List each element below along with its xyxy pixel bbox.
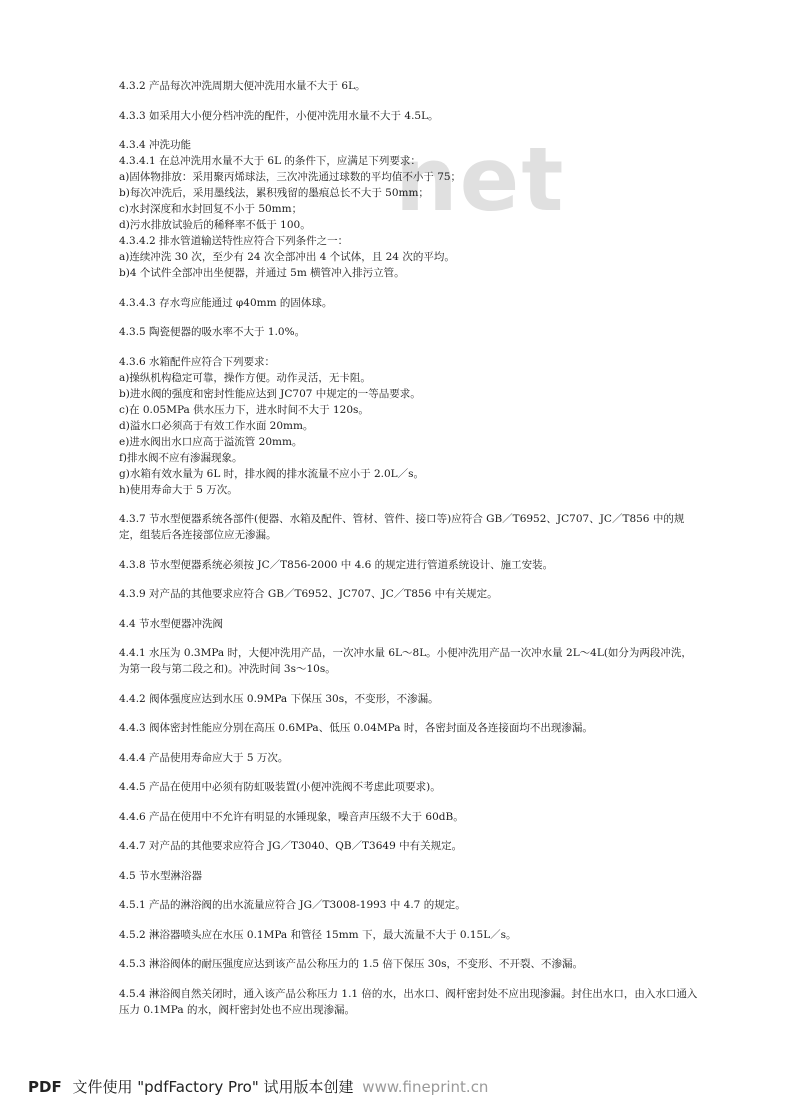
paragraph-gap	[119, 602, 699, 616]
watermark: net	[395, 128, 566, 231]
paragraph	[119, 324, 699, 340]
paragraph-line: h)使用寿命大于 5 万次。	[119, 483, 238, 496]
paragraph	[119, 645, 699, 677]
paragraph	[119, 295, 699, 311]
paragraph	[119, 927, 699, 943]
paragraph-text: 4.4.4 产品使用寿命应大于 5 万次。	[119, 751, 289, 764]
paragraph-line: e)进水阀出水口应高于溢流管 20mm。	[119, 435, 303, 448]
paragraph-text: 4.5.1 产品的淋浴阀的出水流量应符合 JG／T3008-1993 中 4.7 的规定。	[119, 899, 466, 911]
paragraph-gap	[119, 795, 699, 809]
paragraph	[119, 586, 699, 602]
paragraph-gap	[119, 884, 699, 898]
paragraph-text: 4.4.5 产品在使用中必须有防虹吸装置(小便冲洗阀不考虑此项要求)。	[119, 781, 441, 793]
paragraph-text: 4.4.7 对产品的其他要求应符合 JG／T3040、QB／T3649 中有关规定。	[119, 840, 463, 852]
paragraph-text: 4.3.5 陶瓷便器的吸水率不大于 1.0%。	[119, 326, 306, 338]
paragraph-line: a)固体物排放：采用聚丙烯球法，三次冲洗通过球数的平均值不小于 75；	[119, 171, 462, 183]
paragraph	[119, 779, 699, 795]
paragraph-line: c)水封深度和水封回复不小于 50mm；	[119, 203, 303, 215]
paragraph-line: f)排水阀不应有渗漏现象。	[119, 451, 243, 464]
paragraph-gap	[119, 311, 699, 325]
paragraph-gap	[119, 498, 699, 512]
paragraph-gap	[119, 677, 699, 691]
paragraph-gap	[119, 124, 699, 138]
paragraph	[119, 986, 699, 1018]
pdf-logo-icon: PDF	[28, 1078, 62, 1096]
paragraph	[119, 108, 699, 124]
document-body	[119, 78, 699, 1018]
paragraph-text: 4.5.3 淋浴阀体的耐压强度应达到该产品公称压力的 1.5 倍下保压 30s，不变形、不开裂、不渗漏。	[119, 958, 584, 970]
paragraph-gap	[119, 972, 699, 986]
paragraph-gap	[119, 825, 699, 839]
paragraph-text: 4.3.7 节水型便器系统各部件(便器、水箱及配件、管材、管件、接口等)应符合 GB／T6952、JC707、JC／T856 中的规定，组装后各连接部位应无渗漏。	[119, 513, 685, 541]
paragraph-line: a)操纵机构稳定可靠，操作方便。动作灵活，无卡阻。	[119, 371, 371, 384]
paragraph-gap	[119, 543, 699, 557]
paragraph	[119, 809, 699, 825]
paragraph-gap	[119, 766, 699, 780]
paragraph-line: b)进水阀的强度和密封性能应达到 JC707 中规定的一等品要求。	[119, 387, 421, 400]
footer-text: 文件使用 "pdfFactory Pro" 试用版本创建	[72, 1078, 354, 1096]
paragraph	[119, 750, 699, 766]
paragraph-gap	[119, 632, 699, 646]
paragraph-gap	[119, 854, 699, 868]
paragraph-text: 4.4.2 阀体强度应达到水压 0.9MPa 下保压 30s，不变形，不渗漏。	[119, 692, 439, 705]
paragraph-line: 4.3.4.2 排水管道输送特性应符合下列条件之一：	[119, 235, 349, 247]
paragraph	[119, 616, 699, 632]
paragraph	[119, 354, 699, 498]
paragraph	[119, 511, 699, 543]
paragraph-line: 4.3.4.1 在总冲洗用水量不大于 6L 的条件下，应满足下列要求：	[119, 155, 421, 167]
paragraph-text: 4.5.2 淋浴器喷头应在水压 0.1MPa 和管径 15mm 下，最大流量不大于 0.15L／s。	[119, 928, 517, 941]
paragraph-gap	[119, 281, 699, 295]
paragraph-text: 4.3.4.3 存水弯应能通过 φ40mm 的固体球。	[119, 296, 333, 309]
paragraph	[119, 956, 699, 972]
paragraph-text: 4.5.4 淋浴阀自然关闭时，通入该产品公称压力 1.1 倍的水，出水口、阀杆密封处不应出现渗漏。封住出水口，由入水口通入压力 0.1MPa 的水，阀杆密封处也不应出现渗漏。	[119, 987, 698, 1016]
paragraph-line: b)每次冲洗后，采用墨线法，累积残留的墨痕总长不大于 50mm；	[119, 187, 429, 199]
paragraph-line: 4.3.6 水箱配件应符合下列要求：	[119, 355, 276, 368]
paragraph-line: d)污水排放试验后的稀释率不低于 100。	[119, 219, 311, 231]
paragraph-text: 4.4 节水型便器冲洗阀	[119, 617, 224, 630]
paragraph-text: 4.3.9 对产品的其他要求应符合 GB／T6952、JC707、JC／T856 中有关规定。	[119, 588, 498, 600]
pdf-footer	[28, 1076, 488, 1097]
paragraph-gap	[119, 913, 699, 927]
paragraph-text: 4.4.3 阀体密封性能应分别在高压 0.6MPa、低压 0.04MPa 时，各密封面及各连接面均不出现渗漏。	[119, 722, 593, 734]
paragraph-text: 4.5 节水型淋浴器	[119, 869, 203, 882]
paragraph	[119, 838, 699, 854]
paragraph-line: a)连续冲洗 30 次，至少有 24 次全部冲出 4 个试体，且 24 次的平均。	[119, 251, 455, 263]
paragraph-gap	[119, 94, 699, 108]
paragraph-line: b)4 个试件全部冲出坐便器，并通过 5m 横管冲入排污立管。	[119, 267, 405, 279]
paragraph	[119, 557, 699, 573]
footer-link[interactable]: www.fineprint.cn	[362, 1078, 489, 1096]
paragraph	[119, 137, 699, 281]
paragraph-gap	[119, 573, 699, 587]
paragraph-text: 4.3.3 如采用大小便分档冲洗的配件，小便冲洗用水量不大于 4.5L。	[119, 109, 439, 122]
paragraph	[119, 691, 699, 707]
paragraph-line: d)溢水口必须高于有效工作水面 20mm。	[119, 419, 314, 432]
paragraph-text: 4.4.6 产品在使用中不允许有明显的水锤现象，噪音声压级不大于 60dB。	[119, 810, 464, 823]
paragraph-text: 4.4.1 水压为 0.3MPa 时，大便冲洗用产品，一次冲水量 6L～8L。小便冲洗用产品一次冲水量 2L～4L(如分为两段冲洗，为第一段与第二段之和)。冲洗时间 3s～10s。	[119, 647, 692, 675]
paragraph-gap	[119, 340, 699, 354]
paragraph-line: c)在 0.05MPa 供水压力下，进水时间不大于 120s。	[119, 403, 369, 416]
paragraph-line: g)水箱有效水量为 6L 时，排水阀的排水流量不应小于 2.0L／s。	[119, 467, 425, 480]
paragraph	[119, 897, 699, 913]
paragraph	[119, 868, 699, 884]
paragraph-gap	[119, 943, 699, 957]
paragraph-gap	[119, 736, 699, 750]
paragraph-gap	[119, 707, 699, 721]
paragraph-text: 4.3.2 产品每次冲洗周期大便冲洗用水量不大于 6L。	[119, 80, 366, 92]
paragraph-line: 4.3.4 冲洗功能	[119, 139, 192, 151]
paragraph	[119, 720, 699, 736]
paragraph-text: 4.3.8 节水型便器系统必须按 JC／T856-2000 中 4.6 的规定进行管道系统设计、施工安装。	[119, 558, 554, 571]
paragraph	[119, 78, 699, 94]
